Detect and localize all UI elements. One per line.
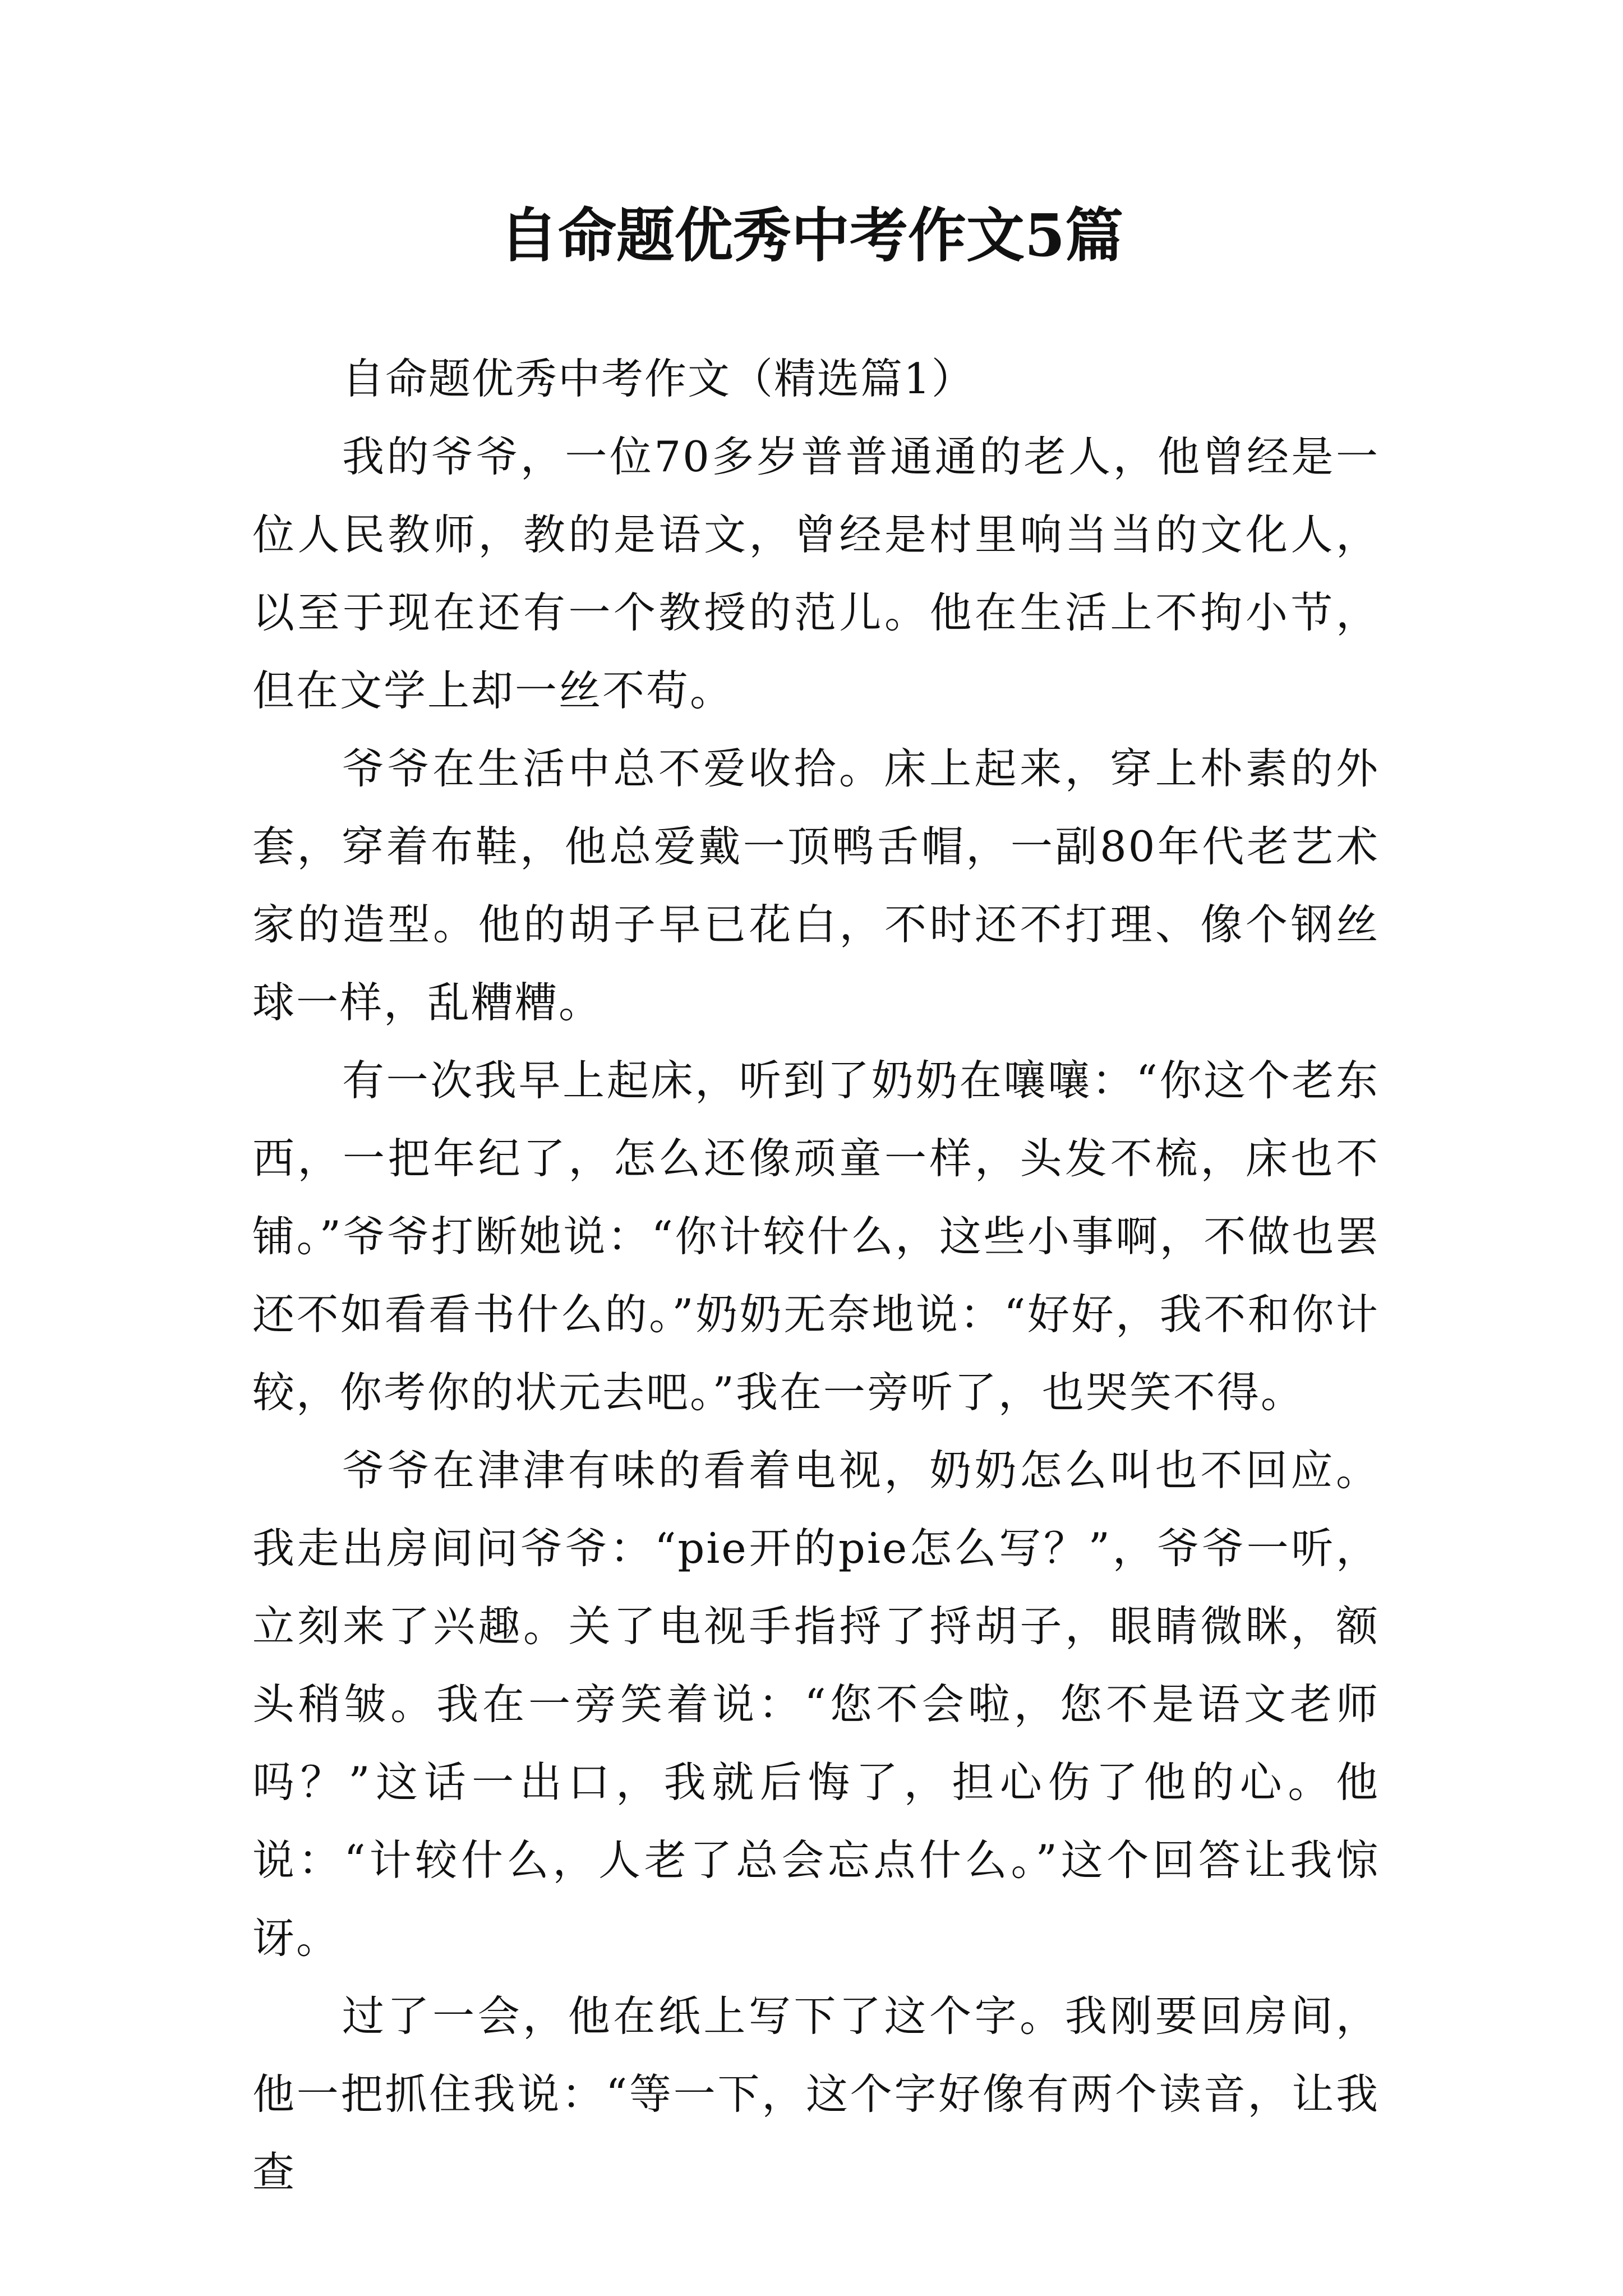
paragraph: 过了一会，他在纸上写下了这个字。我刚要回房间，他一把抓住我说：“等一下，这个字好像有两个读音，让我查 — [252, 1991, 1380, 2197]
document-body — [252, 340, 1380, 2211]
paragraph: 爷爷在津津有味的看着电视，奶奶怎么叫也不回应。我走出房间问爷爷：“pie开的pie怎么写？”，爷爷一听，立刻来了兴趣。关了电视手指捋了捋胡子，眼睛微眯，额头稍皱。我在一旁笑着说：“您不会啦，您不是语文老师吗？”这话一出口，我就后悔了，担心伤了他的心。他说：“计较什么，人老了总会忘点什么。”这个回答让我惊讶。 — [252, 1446, 1380, 1963]
paragraph: 爷爷在生活中总不爱收拾。床上起来，穿上朴素的外套，穿着布鞋，他总爱戴一顶鸭舌帽，一副80年代老艺术家的造型。他的胡子早已花白，不时还不打理、像个钢丝球一样，乱糟糟。 — [252, 744, 1380, 1027]
section-heading: 自命题优秀中考作文（精选篇1） — [342, 354, 975, 403]
paragraph: 有一次我早上起床，听到了奶奶在嚷嚷：“你这个老东西，一把年纪了，怎么还像顽童一样，头发不梳，床也不铺。”爷爷打断她说：“你计较什么，这些小事啊，不做也罢还不如看看书什么的。”奶奶无奈地说：“好好，我不和你计较，你考你的状元去吧。”我在一旁听了，也哭笑不得。 — [252, 1056, 1380, 1417]
paragraph: 我的爷爷，一位70多岁普普通通的老人，他曾经是一位人民教师，教的是语文，曾经是村里响当当的文化人，以至于现在还有一个教授的范儿。他在生活上不拘小节，但在文学上却一丝不苟。 — [252, 432, 1380, 715]
document-title: 自命题优秀中考作文5篇 — [499, 201, 1124, 270]
